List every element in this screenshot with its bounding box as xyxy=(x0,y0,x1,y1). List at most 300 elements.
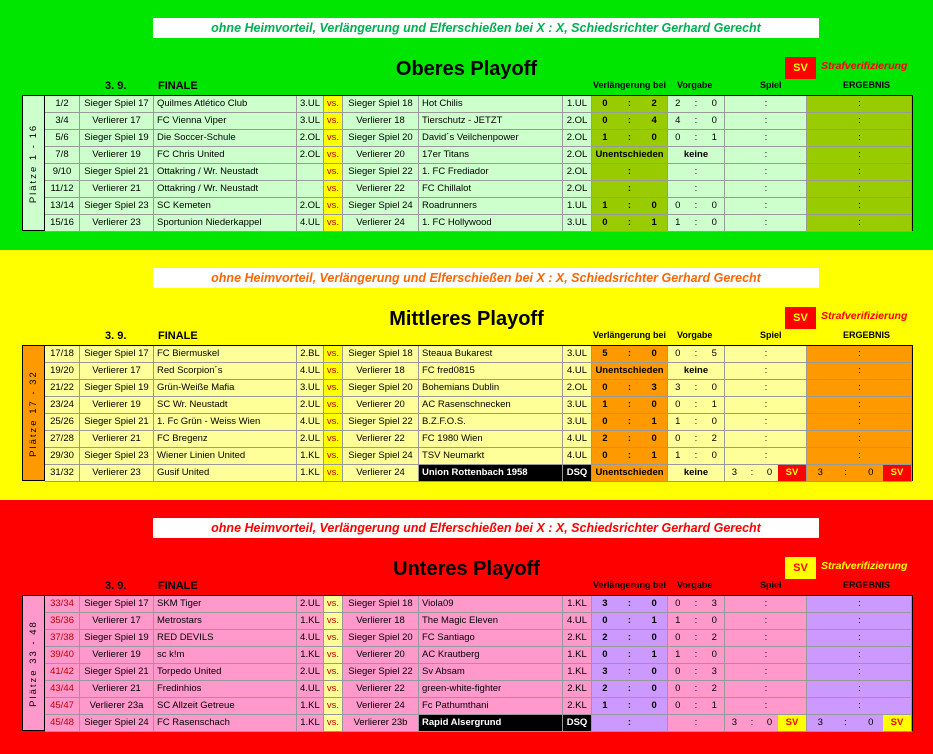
home-team-cell: Quilmes Atlético Club xyxy=(154,96,297,113)
final-result[interactable] xyxy=(807,431,912,448)
handicap-score xyxy=(668,96,725,113)
away-team-cell: Rapid Alsergrund xyxy=(419,715,563,732)
final-result-value xyxy=(807,198,912,214)
fixtures-table xyxy=(22,95,913,231)
away-team-cell: 17er Titans xyxy=(419,147,563,164)
place-cell: 29/30 xyxy=(45,448,80,465)
away-source-cell: Verlierer 18 xyxy=(343,113,419,130)
extension-score-right: 1 xyxy=(651,450,657,461)
extension-score: Unentschieden xyxy=(592,147,668,164)
extension-score-left: 0 xyxy=(602,115,608,126)
vs-cell: vs. xyxy=(324,147,343,164)
vs-cell: vs. xyxy=(324,681,343,698)
extension-score-colon: : xyxy=(627,382,632,393)
places-range-text: Plätze 17 - 32 xyxy=(28,369,39,457)
extension-score-right: 0 xyxy=(651,348,657,359)
home-source-cell: Sieger Spiel 19 xyxy=(80,380,154,397)
place-cell: 21/22 xyxy=(45,380,80,397)
place-cell: 33/34 xyxy=(45,596,80,613)
game-result[interactable] xyxy=(725,596,807,613)
header-verlaengerung: Verlängerung bei xyxy=(593,580,667,590)
handicap-score-left: 0 xyxy=(675,700,681,711)
header-verlaengerung: Verlängerung bei xyxy=(593,330,667,340)
extension-score-colon: : xyxy=(627,200,632,211)
table-row xyxy=(45,164,912,181)
handicap-score-right: 0 xyxy=(711,382,717,393)
final-result-value xyxy=(807,647,912,663)
table-row xyxy=(45,130,912,147)
game-result-sv-badge: SV xyxy=(778,465,806,481)
section-2 xyxy=(0,250,933,500)
handicap-score-left: 0 xyxy=(675,666,681,677)
home-team-cell: Wiener Linien United xyxy=(154,448,297,465)
final-result[interactable] xyxy=(807,198,912,215)
place-cell: 1/2 xyxy=(45,96,80,113)
final-result[interactable] xyxy=(807,647,912,664)
game-result-colon: : xyxy=(764,598,768,609)
final-result-value xyxy=(807,448,912,464)
final-result-colon: : xyxy=(858,666,861,677)
away-team-cell: FC Chillalot xyxy=(419,181,563,198)
game-result[interactable] xyxy=(725,647,807,664)
game-result[interactable] xyxy=(725,130,807,147)
extension-score-left: 1 xyxy=(602,399,608,410)
sv-legend-box: SV xyxy=(785,557,816,579)
game-result[interactable] xyxy=(725,363,807,380)
away-source-cell: Sieger Spiel 22 xyxy=(343,164,419,181)
home-league-cell: 2.UL xyxy=(297,664,324,681)
extension-score-right: 1 xyxy=(651,416,657,427)
away-team-cell: Sv Absam xyxy=(419,664,563,681)
game-result[interactable] xyxy=(725,465,807,482)
home-source-cell: Verlierer 17 xyxy=(80,363,154,380)
game-result-value xyxy=(725,448,807,464)
home-source-cell: Verlierer 23 xyxy=(80,215,154,232)
away-source-cell: Verlierer 20 xyxy=(343,147,419,164)
table-row xyxy=(45,448,912,465)
final-result-colon: : xyxy=(858,632,861,643)
final-result[interactable] xyxy=(807,130,912,147)
extension-score-left: 0 xyxy=(602,217,608,228)
home-team-cell: SKM Tiger xyxy=(154,596,297,613)
home-source-cell: Verlierer 17 xyxy=(80,113,154,130)
away-team-cell: Steaua Bukarest xyxy=(419,346,563,363)
away-team-cell: FC 1980 Wien xyxy=(419,431,563,448)
game-result-value xyxy=(725,715,779,731)
handicap-score-right: 0 xyxy=(711,115,717,126)
handicap-score-colon: : xyxy=(694,115,698,126)
handicap-score xyxy=(668,431,725,448)
handicap-score-colon: : xyxy=(694,399,698,410)
sv-legend-box: SV xyxy=(785,307,816,329)
handicap-score-colon: : xyxy=(694,598,698,609)
final-result-colon: : xyxy=(858,217,861,228)
home-team-cell: RED DEVILS xyxy=(154,630,297,647)
place-cell: 27/28 xyxy=(45,431,80,448)
final-result-value xyxy=(807,215,912,231)
handicap-score xyxy=(668,346,725,363)
game-result-colon: : xyxy=(764,365,768,376)
game-result-value xyxy=(725,181,807,197)
home-league-cell: 3.UL xyxy=(297,113,324,130)
home-league-cell: 1.KL xyxy=(297,448,324,465)
table-row xyxy=(45,96,912,113)
header-vorgabe: Vorgabe xyxy=(677,80,713,90)
game-result[interactable] xyxy=(725,630,807,647)
game-result[interactable] xyxy=(725,613,807,630)
final-result[interactable] xyxy=(807,681,912,698)
extension-score-right: 0 xyxy=(651,700,657,711)
handicap-score-right: 3 xyxy=(711,598,717,609)
final-result[interactable] xyxy=(807,363,912,380)
extension-score xyxy=(592,380,668,397)
extension-score xyxy=(592,164,668,181)
handicap-score-colon: : xyxy=(694,683,698,694)
final-result[interactable] xyxy=(807,380,912,397)
handicap-score-right: 0 xyxy=(711,615,717,626)
handicap-score-left: 1 xyxy=(675,649,681,660)
home-team-cell: SC Allzeit Getreue xyxy=(154,698,297,715)
handicap-score-left: 0 xyxy=(675,433,681,444)
extension-score xyxy=(592,596,668,613)
away-league-cell: 2.KL xyxy=(563,698,592,715)
extension-score-colon: : xyxy=(627,649,632,660)
game-result-colon: : xyxy=(764,200,768,211)
home-team-cell: Die Soccer-Schule xyxy=(154,130,297,147)
home-team-cell: Metrostars xyxy=(154,613,297,630)
away-source-cell: Verlierer 22 xyxy=(343,681,419,698)
extension-score-left: 0 xyxy=(602,615,608,626)
game-result-value xyxy=(725,414,807,430)
away-league-cell: 2.OL xyxy=(563,181,592,198)
away-team-cell: FC fred0815 xyxy=(419,363,563,380)
game-result[interactable] xyxy=(725,113,807,130)
place-cell: 19/20 xyxy=(45,363,80,380)
final-result[interactable] xyxy=(807,397,912,414)
handicap-score-right: 0 xyxy=(711,450,717,461)
vs-cell: vs. xyxy=(324,715,343,732)
game-result-value xyxy=(725,465,779,481)
away-source-cell: Sieger Spiel 22 xyxy=(343,664,419,681)
final-result-value xyxy=(807,698,912,714)
place-cell: 45/47 xyxy=(45,698,80,715)
game-result-value xyxy=(725,647,807,663)
game-result-colon: : xyxy=(764,632,768,643)
extension-score-left: 3 xyxy=(602,666,608,677)
rules-banner: ohne Heimvorteil, Verlängerung und Elferschießen bei X : X, Schiedsrichter Gerhard Gerecht xyxy=(153,268,819,288)
home-team-cell: SC Kemeten xyxy=(154,198,297,215)
game-result-value xyxy=(725,596,807,612)
home-team-cell: 1. Fc Grün - Weiss Wien xyxy=(154,414,297,431)
home-team-cell: Torpedo United xyxy=(154,664,297,681)
final-result[interactable] xyxy=(807,596,912,613)
extension-score-right: 0 xyxy=(651,399,657,410)
away-league-cell: 2.KL xyxy=(563,681,592,698)
final-result-value xyxy=(807,596,912,612)
final-result[interactable] xyxy=(807,664,912,681)
handicap-score-right: 1 xyxy=(711,399,717,410)
handicap-score xyxy=(668,198,725,215)
header-verlaengerung: Verlängerung bei xyxy=(593,80,667,90)
final-result-colon: : xyxy=(858,166,861,177)
game-result[interactable] xyxy=(725,681,807,698)
game-result-colon: : xyxy=(764,416,768,427)
game-result[interactable] xyxy=(725,664,807,681)
handicap-score xyxy=(668,647,725,664)
game-result[interactable] xyxy=(725,164,807,181)
away-source-cell: Sieger Spiel 18 xyxy=(343,346,419,363)
final-result-colon: : xyxy=(858,200,861,211)
extension-score: Unentschieden xyxy=(592,363,668,380)
game-result-colon: : xyxy=(764,433,768,444)
handicap-score-colon: : xyxy=(694,649,698,660)
handicap-score xyxy=(668,181,725,198)
handicap-score xyxy=(668,113,725,130)
extension-score-colon: : xyxy=(627,598,632,609)
extension-score-left: 0 xyxy=(602,649,608,660)
game-result[interactable] xyxy=(725,346,807,363)
home-league-cell: 2.UL xyxy=(297,397,324,414)
place-cell: 7/8 xyxy=(45,147,80,164)
home-league-cell: 1.KL xyxy=(297,647,324,664)
vs-cell: vs. xyxy=(324,465,343,482)
game-result[interactable] xyxy=(725,448,807,465)
final-result[interactable] xyxy=(807,164,912,181)
vs-cell: vs. xyxy=(324,448,343,465)
game-result-value xyxy=(725,630,807,646)
game-result-value xyxy=(725,130,807,146)
away-team-cell: AC Krautberg xyxy=(419,647,563,664)
game-result-colon: : xyxy=(764,649,768,660)
away-team-cell: green-white-fighter xyxy=(419,681,563,698)
handicap-score-colon: : xyxy=(694,200,698,211)
final-result-value xyxy=(807,630,912,646)
final-result-colon: : xyxy=(858,348,861,359)
final-result-value xyxy=(807,346,912,362)
away-team-cell: The Magic Eleven xyxy=(419,613,563,630)
vs-cell: vs. xyxy=(324,630,343,647)
handicap-score: keine xyxy=(668,465,725,482)
extension-score-left: 5 xyxy=(602,348,608,359)
extension-score-left: 1 xyxy=(602,700,608,711)
section-3 xyxy=(0,500,933,754)
places-range-text: Plätze 1 - 16 xyxy=(28,123,39,203)
handicap-score xyxy=(668,414,725,431)
away-league-cell: 2.OL xyxy=(563,380,592,397)
away-source-cell: Sieger Spiel 24 xyxy=(343,448,419,465)
final-result-value xyxy=(807,465,884,481)
home-league-cell: 4.UL xyxy=(297,414,324,431)
home-source-cell: Verlierer 23 xyxy=(80,465,154,482)
home-league-cell: 2.OL xyxy=(297,147,324,164)
home-source-cell: Sieger Spiel 21 xyxy=(80,164,154,181)
final-result-value xyxy=(807,147,912,163)
table-row xyxy=(45,414,912,431)
final-result[interactable] xyxy=(807,715,912,732)
home-source-cell: Sieger Spiel 17 xyxy=(80,346,154,363)
extension-score xyxy=(592,346,668,363)
final-result[interactable] xyxy=(807,698,912,715)
game-result[interactable] xyxy=(725,380,807,397)
table-row xyxy=(45,613,912,630)
home-team-cell: Sportunion Niederkappel xyxy=(154,215,297,232)
final-result[interactable] xyxy=(807,113,912,130)
game-result-value xyxy=(725,698,807,714)
final-result-value xyxy=(807,681,912,697)
game-result[interactable] xyxy=(725,147,807,164)
game-result-colon: : xyxy=(764,183,768,194)
place-cell: 5/6 xyxy=(45,130,80,147)
final-result[interactable] xyxy=(807,630,912,647)
handicap-score xyxy=(668,613,725,630)
game-result-colon: : xyxy=(764,399,768,410)
header-finale: FINALE xyxy=(158,80,198,92)
handicap-score-left: 0 xyxy=(675,399,681,410)
game-result[interactable] xyxy=(725,715,807,732)
extension-score-colon: : xyxy=(627,615,632,626)
vs-cell: vs. xyxy=(324,96,343,113)
extension-score-right: 1 xyxy=(651,615,657,626)
handicap-score-right: 1 xyxy=(711,700,717,711)
extension-score-colon: : xyxy=(627,217,632,228)
game-result[interactable] xyxy=(725,181,807,198)
away-league-cell: 1.UL xyxy=(563,198,592,215)
home-source-cell: Sieger Spiel 24 xyxy=(80,715,154,732)
final-result[interactable] xyxy=(807,215,912,232)
handicap-score-left: 3 xyxy=(675,382,681,393)
final-result[interactable] xyxy=(807,346,912,363)
final-result[interactable] xyxy=(807,613,912,630)
extension-score-colon: : xyxy=(627,433,632,444)
place-cell: 37/38 xyxy=(45,630,80,647)
final-result-colon: : xyxy=(858,416,861,427)
places-range-text: Plätze 33 - 48 xyxy=(28,619,39,707)
final-result-colon: : xyxy=(858,132,861,143)
game-result[interactable] xyxy=(725,397,807,414)
place-cell: 23/24 xyxy=(45,397,80,414)
final-result-value xyxy=(807,380,912,396)
final-result-colon: : xyxy=(858,382,861,393)
away-league-cell: 2.OL xyxy=(563,130,592,147)
extension-score xyxy=(592,181,668,198)
table-row xyxy=(45,397,912,414)
place-cell: 35/36 xyxy=(45,613,80,630)
handicap-score-left: 0 xyxy=(675,598,681,609)
away-source-cell: Verlierer 18 xyxy=(343,613,419,630)
final-result[interactable] xyxy=(807,147,912,164)
game-result[interactable] xyxy=(725,698,807,715)
game-result[interactable] xyxy=(725,414,807,431)
game-result-colon: : xyxy=(764,666,768,677)
handicap-score xyxy=(668,130,725,147)
playoff-title: Mittleres Playoff xyxy=(389,308,544,330)
handicap-score-left: 1 xyxy=(675,416,681,427)
final-result[interactable] xyxy=(807,96,912,113)
final-result[interactable] xyxy=(807,181,912,198)
extension-score xyxy=(592,113,668,130)
home-source-cell: Sieger Spiel 23 xyxy=(80,198,154,215)
game-result-value xyxy=(725,681,807,697)
home-source-cell: Verlierer 23a xyxy=(80,698,154,715)
handicap-score-left: 1 xyxy=(675,615,681,626)
final-result[interactable] xyxy=(807,448,912,465)
game-result[interactable] xyxy=(725,198,807,215)
extension-score-right: 1 xyxy=(651,649,657,660)
home-team-cell: Ottakring / Wr. Neustadt xyxy=(154,181,297,198)
handicap-score xyxy=(668,630,725,647)
place-cell: 15/16 xyxy=(45,215,80,232)
final-result-left: 3 xyxy=(817,467,823,478)
section-1 xyxy=(0,0,933,250)
home-team-cell: Grün-Weiße Mafia xyxy=(154,380,297,397)
table-row xyxy=(45,380,912,397)
away-source-cell: Sieger Spiel 18 xyxy=(343,96,419,113)
extension-score xyxy=(592,431,668,448)
game-result-value xyxy=(725,198,807,214)
sv-legend-label: Strafverifizierung xyxy=(821,310,908,322)
sv-legend-label: Strafverifizierung xyxy=(821,560,908,572)
sv-legend-box: SV xyxy=(785,57,816,79)
extension-score-right: 0 xyxy=(651,200,657,211)
table-row xyxy=(45,215,912,232)
extension-score-left: 0 xyxy=(602,98,608,109)
away-league-cell: 2.OL xyxy=(563,113,592,130)
places-range-label xyxy=(23,346,45,480)
away-source-cell: Verlierer 18 xyxy=(343,363,419,380)
away-league-cell: 3.UL xyxy=(563,346,592,363)
game-result-value xyxy=(725,147,807,163)
game-result-value xyxy=(725,215,807,231)
extension-score xyxy=(592,664,668,681)
away-league-cell: 4.UL xyxy=(563,363,592,380)
extension-score xyxy=(592,647,668,664)
place-cell: 11/12 xyxy=(45,181,80,198)
table-row xyxy=(45,346,912,363)
vs-cell: vs. xyxy=(324,397,343,414)
away-source-cell: Sieger Spiel 20 xyxy=(343,130,419,147)
place-cell: 39/40 xyxy=(45,647,80,664)
game-result[interactable] xyxy=(725,96,807,113)
away-league-cell: DSQ xyxy=(563,715,592,732)
extension-score-colon: : xyxy=(627,683,632,694)
final-result[interactable] xyxy=(807,414,912,431)
away-team-cell: Bohemians Dublin xyxy=(419,380,563,397)
extension-score-left: 2 xyxy=(602,683,608,694)
away-source-cell: Verlierer 22 xyxy=(343,431,419,448)
extension-score-right: 0 xyxy=(651,132,657,143)
fixtures-table xyxy=(22,595,913,731)
away-team-cell: FC Santiago xyxy=(419,630,563,647)
place-cell: 31/32 xyxy=(45,465,80,482)
handicap-score xyxy=(668,215,725,232)
handicap-score-colon: : xyxy=(694,132,698,143)
table-row xyxy=(45,647,912,664)
home-league-cell: 3.UL xyxy=(297,96,324,113)
game-result[interactable] xyxy=(725,215,807,232)
place-cell: 41/42 xyxy=(45,664,80,681)
away-team-cell: AC Rasenschnecken xyxy=(419,397,563,414)
game-result[interactable] xyxy=(725,431,807,448)
extension-score xyxy=(592,448,668,465)
header-ergebnis: ERGEBNIS xyxy=(843,80,891,90)
away-league-cell: 2.OL xyxy=(563,164,592,181)
away-league-cell: 1.KL xyxy=(563,596,592,613)
away-source-cell: Sieger Spiel 18 xyxy=(343,596,419,613)
header-ergebnis: ERGEBNIS xyxy=(843,580,891,590)
final-result[interactable] xyxy=(807,465,912,482)
handicap-score xyxy=(668,164,725,181)
extension-score-colon: : xyxy=(627,98,632,109)
